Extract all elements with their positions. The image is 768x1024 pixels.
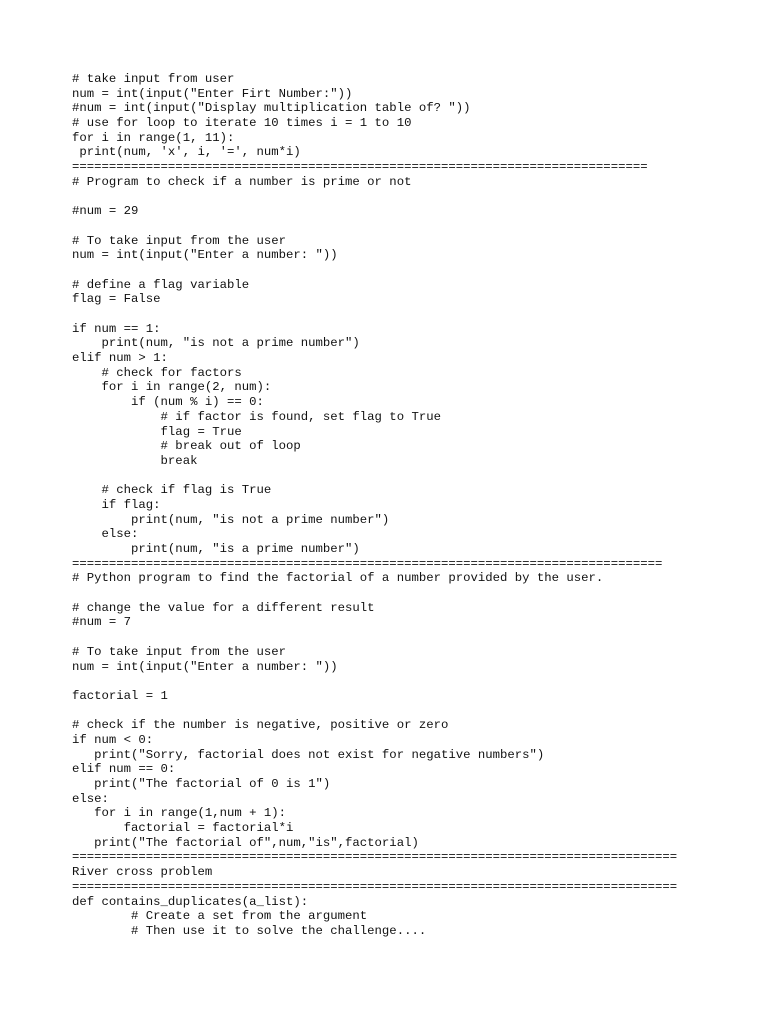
code-line: # check if the number is negative, positive or zero	[72, 718, 449, 733]
code-line: # if factor is found, set flag to True	[72, 409, 441, 424]
code-line: print(num, "is a prime number")	[72, 542, 360, 556]
code-line: # To take input from the user	[72, 233, 287, 248]
code-line: else:	[72, 791, 109, 806]
code-line: # use for loop to iterate 10 times i = 1 to 10	[72, 116, 412, 131]
code-line: if num == 1:	[72, 321, 161, 336]
code-line: # break out of loop	[72, 439, 301, 454]
blank-line	[72, 704, 752, 719]
code-line: else:	[72, 527, 139, 542]
code-line: if flag:	[72, 497, 161, 512]
code-line: # Program to check if a number is prime or not	[72, 174, 412, 189]
code-line: num = int(input("Enter a number: "))	[72, 248, 338, 263]
code-line: print(num, 'x', i, '=', num*i)	[72, 145, 301, 160]
code-line: break	[72, 453, 198, 468]
code-line: elif num == 0:	[72, 762, 176, 777]
code-line: factorial = 1	[72, 688, 168, 703]
code-line: # define a flag variable	[72, 277, 250, 292]
code-line: # take input from user	[72, 72, 235, 86]
code-line: for i in range(2, num):	[72, 380, 272, 395]
code-line: print(num, "is not a prime number")	[72, 336, 360, 351]
code-line: # Create a set from the argument	[72, 909, 368, 924]
blank-line	[72, 219, 752, 234]
blank-line	[72, 263, 752, 278]
section-heading: River cross problem	[72, 865, 213, 880]
code-line: #num = 7	[72, 615, 132, 630]
blank-line	[72, 630, 752, 645]
code-line: factorial = factorial*i	[72, 821, 294, 836]
code-line: flag = False	[72, 292, 161, 307]
blank-line	[72, 469, 752, 484]
code-line: num = int(input("Enter Firt Number:"))	[72, 86, 353, 101]
code-line: elif num > 1:	[72, 351, 168, 366]
blank-line	[72, 586, 752, 601]
separator-line: ================================================================================	[72, 556, 663, 571]
blank-line	[72, 190, 752, 205]
code-line: # Python program to find the factorial of a number provided by the user.	[72, 571, 604, 586]
code-line: for i in range(1,num + 1):	[72, 806, 287, 821]
code-line: if num < 0:	[72, 732, 154, 747]
code-line: # change the value for a different result	[72, 600, 375, 615]
code-line: print("Sorry, factorial does not exist for negative numbers")	[72, 747, 545, 762]
code-line: def contains_duplicates(a_list):	[72, 894, 309, 909]
separator-line: ==================================================================================	[72, 879, 678, 894]
blank-line	[72, 307, 752, 322]
code-line: # Then use it to solve the challenge....	[72, 923, 427, 938]
code-line: num = int(input("Enter a number: "))	[72, 659, 338, 674]
code-block	[72, 72, 752, 939]
code-line: #num = 29	[72, 204, 139, 219]
code-line: print("The factorial of",num,"is",factorial)	[72, 835, 419, 850]
code-line: # check for factors	[72, 365, 242, 380]
blank-line	[72, 674, 752, 689]
separator-line: ==================================================================================	[72, 850, 678, 865]
document-page	[72, 72, 752, 939]
separator-line: ==============================================================================	[72, 160, 648, 175]
code-line: for i in range(1, 11):	[72, 130, 235, 145]
code-line: # To take input from the user	[72, 644, 287, 659]
code-line: print(num, "is not a prime number")	[72, 512, 390, 527]
code-line: flag = True	[72, 424, 242, 439]
code-line: if (num % i) == 0:	[72, 395, 264, 410]
code-line: # check if flag is True	[72, 483, 272, 498]
code-line: print("The factorial of 0 is 1")	[72, 777, 331, 791]
code-line: #num = int(input("Display multiplication table of? "))	[72, 101, 471, 116]
